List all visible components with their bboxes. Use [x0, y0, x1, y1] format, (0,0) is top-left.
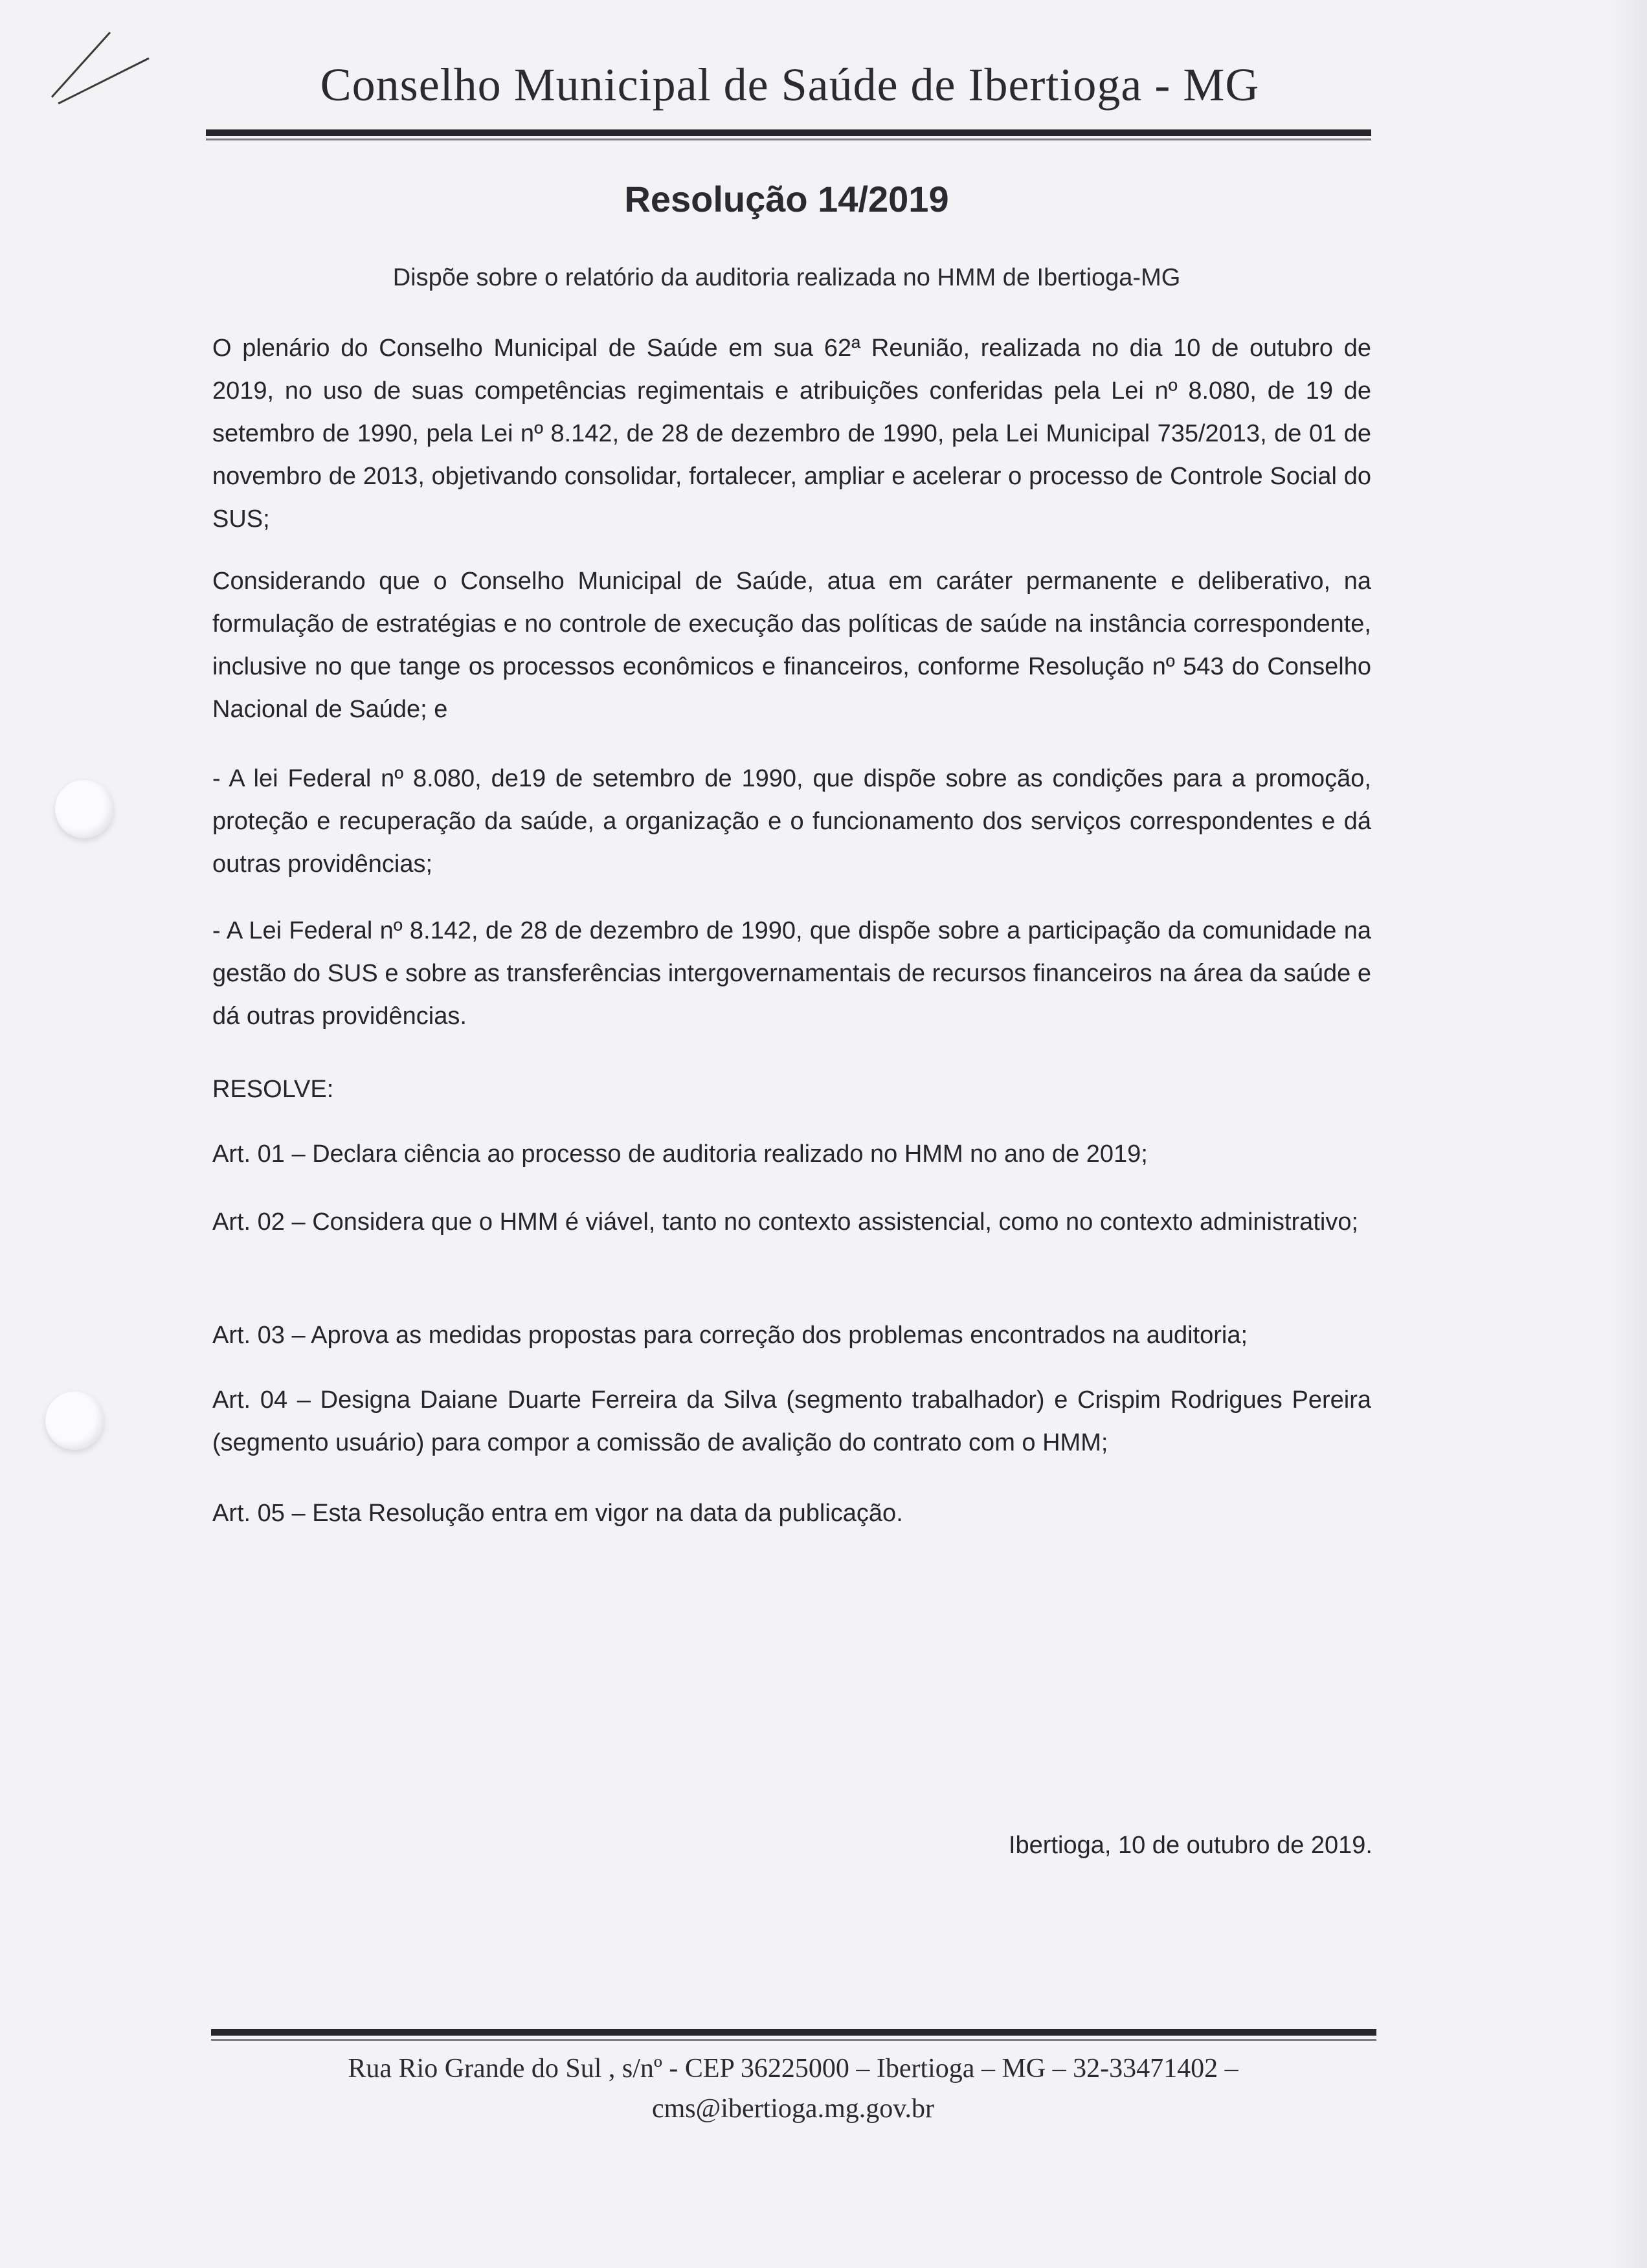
article-01: Art. 01 – Declara ciência ao processo de auditoria realizado no HMM no ano de 2019;: [212, 1140, 1148, 1168]
article-03: Art. 03 – Aprova as medidas propostas para correção dos problemas encontrados na auditoria;: [212, 1322, 1248, 1349]
law-8142-paragraph: - A Lei Federal nº 8.142, de 28 de dezembro de 1990, que dispõe sobre a participação da comunidade na gestão do SUS e sobre as transferências intergovernamentais de recursos financeiros na área da saúde e dá outras providências.: [212, 917, 1371, 1030]
punch-hole: [45, 1392, 104, 1450]
article-02: Art. 02 – Considera que o HMM é viável, tanto no contexto assistencial, como no contexto administrativo;: [212, 1208, 1359, 1236]
date-line: Ibertioga, 10 de outubro de 2019.: [1008, 1832, 1372, 1859]
resolve-label: RESOLVE:: [212, 1076, 334, 1103]
article-04: Art. 04 – Designa Daiane Duarte Ferreira da Silva (segmento trabalhador) e Crispim Rodrigues Pereira (segmento usuário) para compor a comissão de avalição do contrato com o HMM;: [212, 1386, 1371, 1456]
preamble-paragraph: O plenário do Conselho Municipal de Saúde em sua 62ª Reunião, realizada no dia 10 de outubro de 2019, no uso de suas competências regimentais e atribuições conferidas pela Lei nº 8.080, de 19 de setembro de 1990, pela Lei nº 8.142, de 28 de dezembro de 1990, pela Lei Municipal 735/2013, de 01 de novembro de 2013, objetivando consolidar, fortalecer, ampliar e acelerar o processo de Controle Social do SUS;: [212, 335, 1371, 533]
considering-paragraph: Considerando que o Conselho Municipal de Saúde, atua em caráter permanente e deliberativo, na formulação de estratégias e no controle de execução das políticas de saúde na instância correspondente, inclusive no que tange os processos econômicos e financeiros, conforme Resolução nº 543 do Conselho Nacional de Saúde; e: [212, 568, 1371, 723]
resolution-subtitle: Dispõe sobre o relatório da auditoria realizada no HMM de Ibertioga-MG: [392, 264, 1181, 291]
footer-rule: [211, 2029, 1376, 2036]
header-rule-thin: [206, 139, 1371, 140]
footer-email: cms@ibertioga.mg.gov.br: [651, 2094, 935, 2124]
law-8080-paragraph: - A lei Federal nº 8.080, de19 de setembro de 1990, que dispõe sobre as condições para a promoção, proteção e recuperação da saúde, a organização e o funcionamento dos serviços correspondentes e dá outras providências;: [212, 765, 1371, 878]
council-header-title: Conselho Municipal de Saúde de Ibertioga - MG: [320, 59, 1260, 111]
footer-rule-thin: [211, 2039, 1376, 2041]
footer-address: [207, 2049, 1379, 2129]
punch-hole: [55, 780, 113, 838]
footer-address-line: Rua Rio Grande do Sul , s/nº - CEP 36225000 – Ibertioga – MG – 32-33471402 –: [348, 2054, 1238, 2084]
article-05: Art. 05 – Esta Resolução entra em vigor na data da publicação.: [212, 1500, 903, 1527]
pen-stroke-mark: [39, 26, 155, 110]
resolution-title: Resolução 14/2019: [624, 179, 949, 219]
page-edge-shadow: [1608, 0, 1647, 2268]
header-rule: [206, 129, 1371, 136]
